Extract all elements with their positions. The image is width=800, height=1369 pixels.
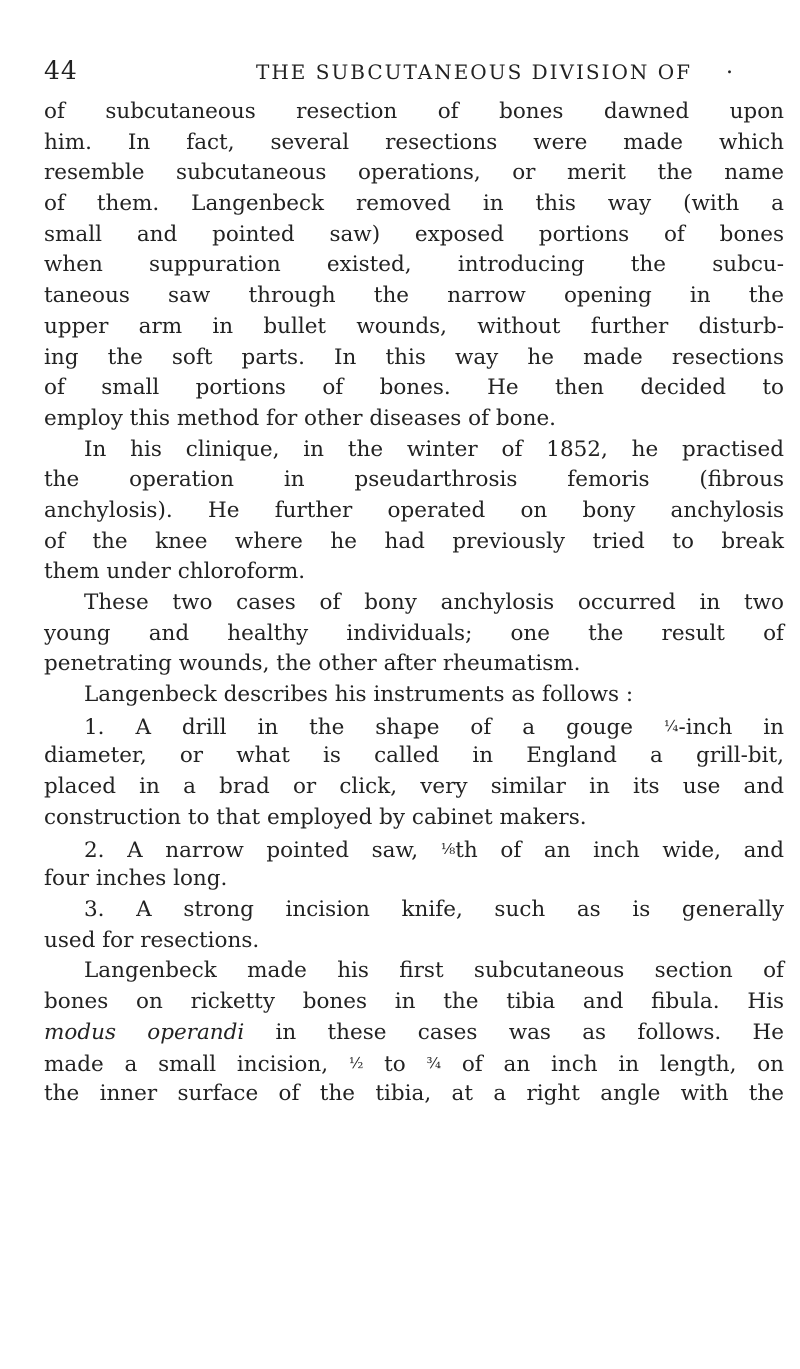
list-item-2-line xyxy=(44,834,784,865)
text-line: the inner surface of the tibia, at a right angle with the xyxy=(44,1081,784,1106)
text-line: resemble subcutaneous operations, or merit the name xyxy=(44,160,784,186)
text-line: Langenbeck describes his instruments as follows : xyxy=(84,682,634,708)
body-text xyxy=(44,97,784,1110)
text-line: In his clinique, in the winter of 1852, he practised xyxy=(84,436,784,462)
italic-phrase: modus operandi xyxy=(44,1019,245,1045)
text-line: taneous saw through the narrow opening in the xyxy=(44,283,784,309)
text-line: employ this method for other diseases of bone. xyxy=(44,405,557,431)
text-fragment: of an inch in length, on xyxy=(441,1052,784,1078)
text-line: penetrating wounds, the other after rheumatism. xyxy=(44,651,581,677)
text-line: used for resections. xyxy=(44,927,260,953)
list-item-1-line xyxy=(44,711,784,742)
text-line: him. In fact, several resections were made which xyxy=(44,129,784,155)
text-line: when suppuration existed, introducing the subcu- xyxy=(44,252,784,278)
paragraph-lines xyxy=(44,97,784,711)
text-fragment: th of an inch wide, and xyxy=(455,837,784,863)
text-line: upper arm in bullet wounds, without further disturb- xyxy=(44,313,784,339)
running-title: THE SUBCUTANEOUS DIVISION OF xyxy=(256,60,693,84)
text-fragment: -inch in xyxy=(678,714,784,740)
fraction: ¼ xyxy=(663,716,679,735)
text-fragment: to xyxy=(363,1052,427,1078)
list-item-3-line: 3. A strong incision knife, such as is generally xyxy=(84,896,784,922)
text-line: of the knee where he had previously tried to break xyxy=(44,528,784,554)
text-line: anchylosis). He further operated on bony anchylosis xyxy=(44,497,784,523)
text-line: bones on ricketty bones in the tibia and fibula. His xyxy=(44,988,784,1014)
text-line: of them. Langenbeck removed in this way (with a xyxy=(44,191,784,217)
text-fragment: 1. A drill in the shape of a gouge xyxy=(84,714,664,740)
text-line: of subcutaneous resection of bones dawned upon xyxy=(44,99,784,124)
header-mark: . xyxy=(726,54,733,79)
fraction: ⅛ xyxy=(440,839,456,858)
text-line: four inches long. xyxy=(44,866,228,892)
text-line: them under chloroform. xyxy=(44,559,306,585)
instrument-list xyxy=(44,711,784,957)
text-line: These two cases of bony anchylosis occurred in two xyxy=(84,590,784,615)
text-fragment: 2. A narrow pointed saw, xyxy=(84,837,441,863)
text-fragment: in these cases was as follows. He xyxy=(244,1019,784,1045)
text-line: placed in a brad or click, very similar in its use and xyxy=(44,774,784,800)
text-line: small and pointed saw) exposed portions of bones xyxy=(44,221,784,247)
text-line xyxy=(44,1018,784,1049)
page-number: 44 xyxy=(44,56,78,85)
text-line: Langenbeck made his first subcutaneous section of xyxy=(84,958,784,984)
text-line: of small portions of bones. He then decided to xyxy=(44,375,784,401)
text-line: young and healthy individuals; one the result of xyxy=(44,620,784,646)
closing-paragraph xyxy=(44,956,784,1109)
text-line xyxy=(44,1048,784,1079)
fraction: ½ xyxy=(348,1054,364,1073)
text-line: the operation in pseudarthrosis femoris (fibrous xyxy=(44,467,784,493)
page-header xyxy=(44,56,784,92)
text-line: ing the soft parts. In this way he made resections xyxy=(44,344,784,370)
fraction: ¾ xyxy=(426,1054,442,1073)
text-line: construction to that employed by cabinet makers. xyxy=(44,804,587,830)
text-fragment: made a small incision, xyxy=(44,1052,349,1078)
text-line: diameter, or what is called in England a grill-bit, xyxy=(44,743,784,769)
